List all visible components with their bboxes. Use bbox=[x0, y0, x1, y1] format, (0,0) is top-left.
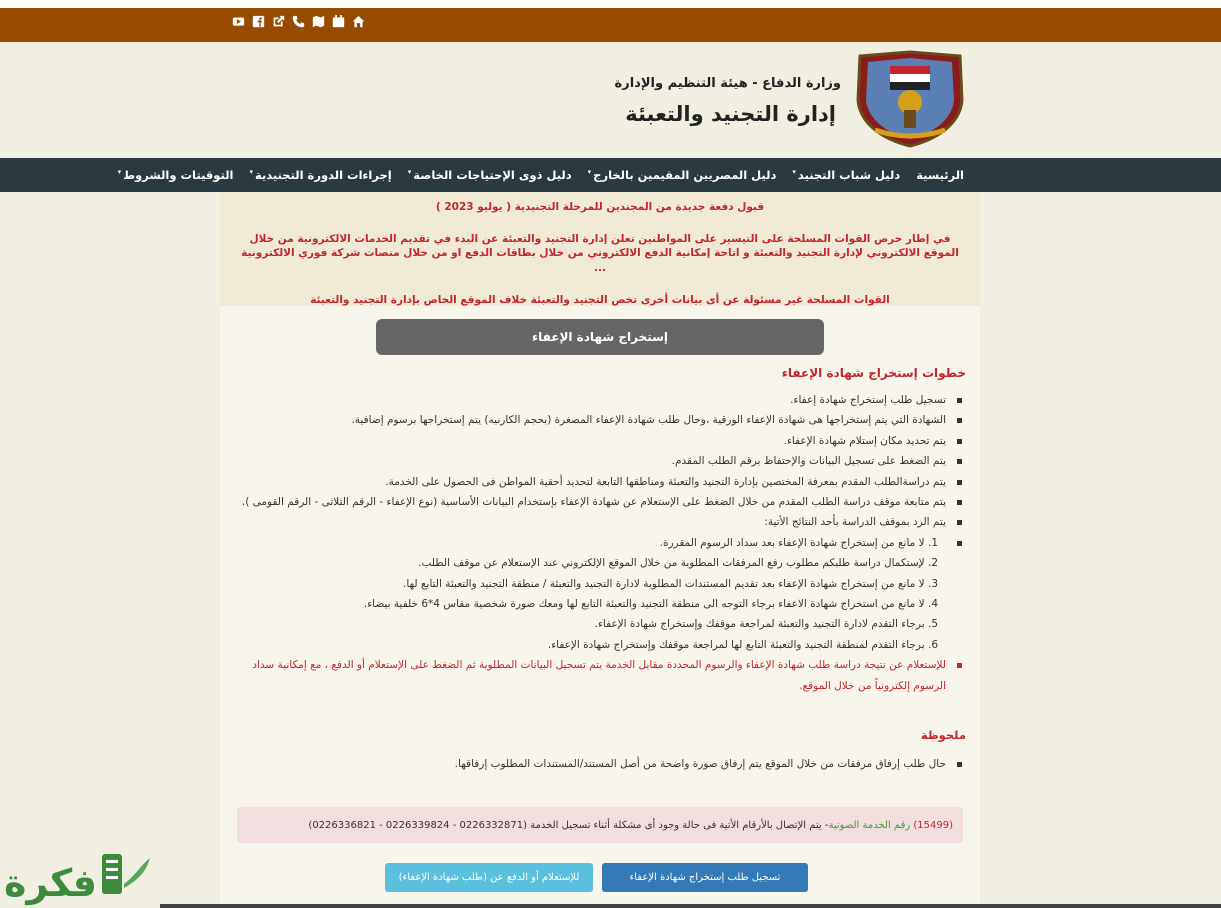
results-list bbox=[236, 533, 966, 655]
result-item: 5. برجاء التقدم لادارة التجنيد والتعبئة لمراجعة موقفك وإستخراج شهادة الإعفاء. bbox=[594, 618, 938, 631]
step-item: يتم الرد بموقف الدراسة بأحد النتائج الأتية: bbox=[236, 512, 966, 532]
step-item: يتم متابعة موقف دراسة الطلب المقدم من خلال الضغط على الإستعلام عن شهادة الإعفاء بإستخدام البيانات الأساسية (نوع الإعفاء - الرقم الثلاثى - الرقم القومى ). bbox=[236, 492, 966, 512]
site-header bbox=[0, 42, 1221, 158]
map-icon[interactable] bbox=[312, 15, 325, 28]
step-item: يتم دراسةالطلب المقدم بمعرفة المختصين بإدارة التجنيد والتعبئة ومناطقها التابعة لتحديد أحقية المواطن فى الحصول على الخدمة. bbox=[236, 472, 966, 492]
home-icon[interactable] bbox=[352, 15, 365, 28]
nav-menu bbox=[110, 158, 972, 192]
steps-list bbox=[236, 390, 966, 696]
ministry-subtitle: وزارة الدفاع - هيئة التنظيم والإدارة bbox=[614, 76, 841, 91]
note-list bbox=[236, 754, 966, 774]
result-item: 6. برجاء التقدم لمنطقة التجنيد والتعبئة التابع لها لمراجعة موقفك وإستخراج شهادة الإعفاء. bbox=[547, 638, 938, 651]
caret-down-icon: ▾ bbox=[587, 168, 592, 176]
step-item: يتم تحديد مكان إستلام شهادة الإعفاء. bbox=[236, 431, 966, 451]
inquiry-payment-button[interactable]: للإستعلام أو الدفع عن (طلب شهادة الإعفاء) bbox=[385, 863, 593, 892]
nav-item-label: الرئيسية bbox=[916, 168, 964, 182]
result-item: 1. لا مانع من إستخراج شهادة الإعفاء بعد سداد الرسوم المقررة. bbox=[659, 536, 938, 549]
inquiry-note: للإستعلام عن نتيجة دراسة طلب شهادة الإعفاء والرسوم المحددة مقابل الخدمة يتم تسجيل البيانات المطلوبة ثم الضغط على الإستعلام أو الدفع ، مع إمكانية سداد الرسوم إلكترونياً من خلال الموقع. bbox=[236, 655, 966, 696]
hotline-label: رقم الخدمة الصوتية bbox=[828, 819, 911, 831]
announcement-panel bbox=[220, 192, 980, 306]
calendar-icon[interactable] bbox=[332, 15, 345, 28]
note-title: ملحوظة bbox=[920, 728, 966, 742]
result-item: 3. لا مانع من إستخراج شهادة الإعفاء بعد تقديم المستندات المطلوبة لادارة التجنيد والتعبئة / منطقة التجنيد والتعبئة التابع لها. bbox=[403, 577, 938, 590]
youtube-icon[interactable] bbox=[232, 15, 245, 28]
hotline-alert bbox=[237, 807, 963, 843]
register-request-button[interactable]: تسجيل طلب إستخراج شهادة الإعفاء bbox=[602, 863, 808, 892]
phone-icon[interactable] bbox=[292, 15, 305, 28]
main-navbar bbox=[0, 158, 1221, 192]
top-icons bbox=[232, 15, 365, 28]
caret-down-icon: ▾ bbox=[117, 168, 122, 176]
nav-item-label: إجراءات الدورة التجنيدية bbox=[254, 168, 392, 182]
result-item: 2. لإستكمال دراسة طلبكم مطلوب رفع المرفقات المطلوبة من خلال الموقع الإلكتروني عند الإستعلام عن موقف الطلب. bbox=[418, 557, 938, 570]
bottom-border bbox=[160, 904, 1221, 908]
top-bar bbox=[0, 0, 1221, 42]
hotline-number: (15499) bbox=[913, 819, 953, 831]
emblem-logo[interactable] bbox=[850, 50, 970, 148]
caret-down-icon: ▾ bbox=[407, 168, 412, 176]
nav-item-label: التوقيتات والشروط bbox=[123, 168, 234, 182]
nav-item-5[interactable] bbox=[110, 168, 242, 182]
facebook-icon[interactable] bbox=[252, 15, 265, 28]
announcement-line-3: القوات المسلحة غير مسئولة عن أى بيانات أخرى تخص التجنيد والتعبئة خلاف الموقع الخاص بإدارة التجنيد والتعبئة bbox=[310, 293, 890, 306]
nav-item-label: دليل المصريين المقيمين بالخارج bbox=[593, 168, 777, 182]
note-item: حال طلب إرفاق مرفقات من خلال الموقع يتم إرفاق صورة واضحة من أصل المستند/المستندات المطلوب إرفاقها. bbox=[236, 754, 966, 774]
steps-title: خطوات إستخراج شهادة الإعفاء bbox=[781, 366, 966, 380]
caret-down-icon: ▾ bbox=[792, 168, 796, 176]
main-content bbox=[220, 306, 980, 908]
exemption-certificate-button[interactable]: إستخراج شهادة الإعفاء bbox=[376, 319, 824, 355]
nav-item-label: دليل ذوى الإحتياجات الخاصة bbox=[413, 168, 572, 182]
step-item: الشهادة التي يتم إستخراجها هى شهادة الإعفاء الورقية ،وحال طلب شهادة الإعفاء المصغرة (بحجم الكارنيه) يتم إستخراجها برسوم إضافية. bbox=[236, 410, 966, 430]
hotline-text: - يتم الإتصال بالأرقام الأتية فى حالة وجود أى مشكلة أثناء تسجيل الخدمة (0226332871 - 0226339824 - 0226336821) bbox=[308, 819, 829, 831]
announcement-line-2: في إطار حرص القوات المسلحة على التيسير على المواطنين تعلن إدارة التجنيد والتعبئة عن البدء في تقديم الخدمات الالكترونية من خلال الموقع الالكتروني لإدارة التجنيد والتعبئة و اتاحة إمكانية الدفع الالكتروني من خلال بطاقات الدفع او من خلال منصات شركة فوري الالكترونية ... bbox=[241, 233, 959, 274]
announcement-line-1: قبول دفعة جديدة من المجندين للمرحلة التجنيدية ( يوليو 2023 ) bbox=[435, 201, 765, 213]
site-title: إدارة التجنيد والتعبئة bbox=[625, 102, 836, 126]
results-container bbox=[236, 533, 966, 655]
caret-down-icon: ▾ bbox=[249, 168, 253, 176]
step-item: يتم الضغط على تسجيل البيانات والإحتفاظ برقم الطلب المقدم. bbox=[236, 451, 966, 471]
step-item: تسجيل طلب إستخراج شهادة إعفاء. bbox=[236, 390, 966, 410]
external-link-icon[interactable] bbox=[272, 15, 285, 28]
nav-item-0[interactable] bbox=[908, 168, 972, 182]
nav-item-3[interactable] bbox=[400, 168, 580, 182]
nav-item-4[interactable] bbox=[241, 168, 399, 182]
result-item: 4. لا مانع من استخراج شهادة الاعفاء برجاء التوجه الى منطقة التجنيد والتعبئة التابع لها ومعك صورة شخصية مقاس 4*6 خلفية بيضاء. bbox=[363, 598, 938, 611]
fekra-watermark-logo bbox=[0, 844, 160, 908]
nav-item-label: دليل شباب التجنيد bbox=[797, 168, 901, 182]
nav-item-1[interactable] bbox=[784, 168, 908, 182]
watermark-text: فكرة bbox=[4, 861, 98, 905]
nav-item-2[interactable] bbox=[580, 168, 785, 182]
